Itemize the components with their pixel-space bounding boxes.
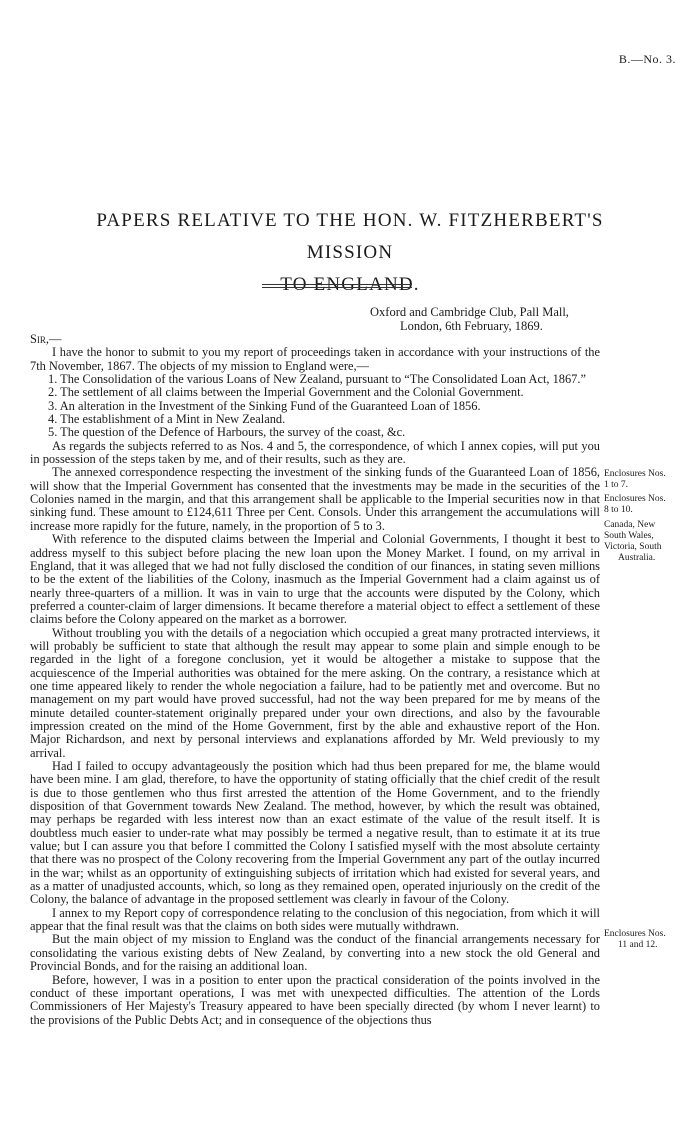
margin-note-line: Enclosures Nos.: [604, 494, 666, 504]
title-divider: [262, 284, 412, 285]
paragraph: I annex to my Report copy of correspondence relating to the conclusion of this negociation, from which it will appear that the final result was that the claims on both sides were mutually withdrawn.: [30, 905, 600, 934]
margin-note-line: Victoria, South: [604, 542, 662, 552]
margin-note-line: Australia.: [618, 553, 656, 563]
title-divider-second: [262, 287, 412, 288]
list-item: 2. The settlement of all claims between the Imperial Government and the Colonial Government.: [48, 385, 524, 400]
margin-note-colonies: [604, 520, 694, 564]
title-line-1: PAPERS RELATIVE TO THE HON. W. FITZHERBERT'S MISSION: [96, 210, 604, 263]
list-item: 3. An alteration in the Investment of the Sinking Fund of the Guaranteed Loan of 1856.: [48, 398, 481, 413]
address-line-2: London, 6th February, 1869.: [400, 319, 543, 333]
paragraph: Without troubling you with the details of a negociation which occupied a great many protracted interviews, it will probably be sufficient to state that although the result may appear to some plain and simple enough to be regarded in the light of a foregone conclusion, yet it would be altogether a mistake to suppose that the acquiescence of the Imperial authorities was obtained for the mere asking. On the contrary, a resistance which at one time appeared likely to render the whole negociation a failure, had to be patiently met and overcome. But no management on my part would have proved successful, had not the way been prepared for me by means of the minute detailed counter-statement originally prepared under your own directions, and also by the favourable impression created on the mind of the Home Government, first by the able and exhaustive report of the Hon. Major Richardson, and next by personal interviews and explanations afforded by Mr. Weld previously to my arrival.: [30, 625, 600, 760]
margin-note-line: South Wales,: [604, 531, 654, 541]
margin-note-line: 8 to 10.: [604, 505, 633, 515]
margin-note-enclosures-8-10: [604, 494, 694, 516]
margin-note-line: Canada, New: [604, 520, 656, 530]
list-item: 1. The Consolidation of the various Loans of New Zealand, pursuant to “The Consolidated Loan Act, 1867.”: [48, 372, 586, 387]
paragraph: Before, however, I was in a position to enter upon the practical consideration of the points involved in the conduct of these important operations, I was met with unexpected difficulties. The attention of the Lords Commissioners of Her Majesty's Treasury appeared to have been specially directed (by whom I never learnt) to the provisions of the Public Debts Act; and in consequence of the objections thus: [30, 972, 600, 1027]
margin-note-line: Enclosures Nos.: [604, 469, 666, 479]
paragraph: Had I failed to occupy advantageously the position which had thus been prepared for me, the blame would have been mine. I am glad, therefore, to have the opportunity of stating officially that the chief credit of the result is due to those gentlemen who thus first arrested the attention of the Home Government, and to the friendly disposition of that Government towards New Zealand. The method, however, by which the result was obtained, may perhaps be regarded with less interest now than an exact estimate of the value of the result itself. It is doubtless much easier to under-rate what may possibly be termed a negative result, than to estimate it at its true value; but I can assure you that before I committed the Colony I satisfied myself with the most absolute certainty that there was no prospect of the Colony recovering from the Imperial Government any part of the outlay incurred in the war; whilst as an opportunity of extinguishing subjects of irritation which had existed for several years, and as a matter of unadjusted accounts, which, so long as they remained open, operated injuriously on the credit of the Colony, the balance of advantage in the proposed settlement was clearly in favour of the Colony.: [30, 759, 600, 907]
margin-note-line: 1 to 7.: [604, 480, 629, 490]
document-reference: B.—No. 3.: [618, 52, 676, 66]
margin-note-enclosures-1-7: [604, 469, 694, 491]
margin-note-line: 11 and 12.: [618, 940, 658, 950]
paragraph: With reference to the disputed claims between the Imperial and Colonial Governments, I thought it best to address myself to this subject before placing the new loan upon the Money Market. I found, on my arrival in England, that it was alleged that we had not fully disclosed the condition of our finances, in stating seven millions to be the extent of the liabilities of the Colony, inasmuch as the Imperial Government had a claim against us of nearly three-quarters of a million. It was in vain to urge that the accounts were disputed by the Colony, which preferred a counter-claim of larger dimensions. It became therefore a material object to effect a settlement of these claims before the Colony appeared on the market as a borrower.: [30, 532, 600, 627]
address-line-1: Oxford and Cambridge Club, Pall Mall,: [370, 305, 569, 319]
paragraph: But the main object of my mission to England was the conduct of the financial arrangements necessary for consolidating the various existing debts of New Zealand, by converting into a new stock the old General and Provincial Bonds, and for the raising an additional loan.: [30, 932, 600, 974]
title-line-2: TO ENGLAND.: [280, 274, 420, 295]
list-item: 5. The question of the Defence of Harbours, the survey of the coast, &c.: [48, 425, 406, 440]
margin-note-line: Enclosures Nos.: [604, 929, 666, 939]
letter-address: [370, 305, 569, 333]
paragraph: The annexed correspondence respecting the investment of the sinking funds of the Guaranteed Loan of 1856, will show that the Imperial Government has consented that the investments may be made in the securities of the Colonies named in the margin, and that this arrangement shall be applicable to the Imperial securities now in that sinking fund. These amount to £124,611 Three per Cent. Consols. Under this arrangement the accumulations will increase more rapidly for the future, namely, in the proportion of 5 to 3.: [30, 465, 600, 533]
salutation: Sir,—: [30, 332, 62, 346]
margin-note-enclosures-11-12: [604, 929, 694, 951]
paragraph: As regards the subjects referred to as Nos. 4 and 5, the correspondence, of which I annex copies, will put you in possession of the steps taken by me, and of their results, such as they are.: [30, 438, 600, 467]
list-item: 4. The establishment of a Mint in New Zealand.: [48, 412, 286, 427]
paragraph: I have the honor to submit to you my report of proceedings taken in accordance with your instructions of the 7th November, 1867. The objects of my mission to England were,—: [30, 345, 600, 373]
letter-body: [30, 333, 600, 1027]
